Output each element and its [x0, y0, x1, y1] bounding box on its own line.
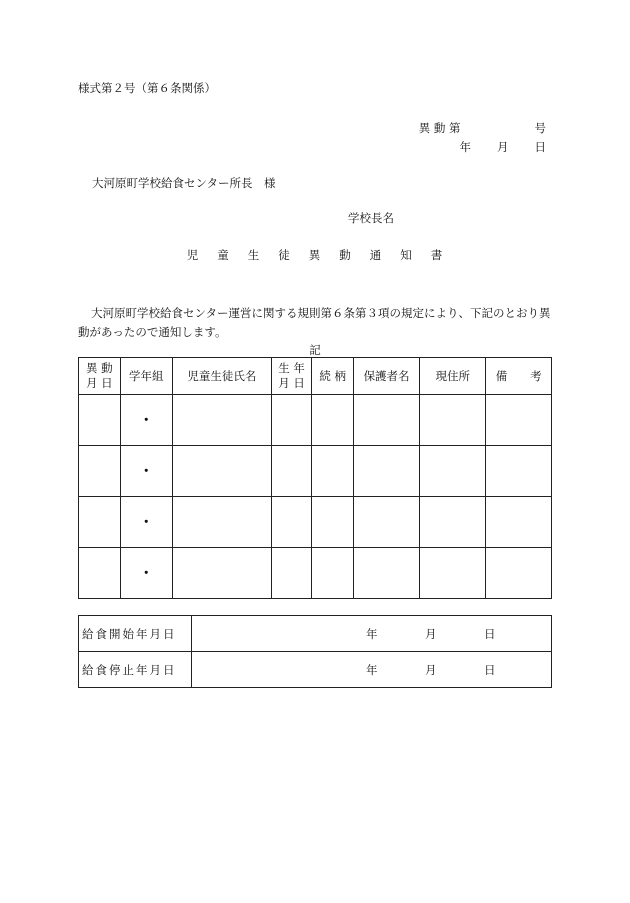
student-name-cell[interactable] [173, 446, 272, 497]
month-label: 月 [425, 627, 437, 641]
header-remarks: 備 考 [486, 358, 552, 395]
meal-stop-date-cell[interactable] [192, 652, 552, 688]
change-date-cell[interactable] [79, 548, 121, 599]
title-char: 動 [339, 248, 352, 262]
day-label: 日 [534, 140, 546, 154]
grade-class-cell[interactable]: ・ [120, 395, 172, 446]
relationship-cell[interactable] [312, 395, 354, 446]
header-address: 現住所 [420, 358, 486, 395]
header-grade-class: 学年組 [120, 358, 172, 395]
header-guardian-name: 保護者名 [353, 358, 419, 395]
table-row [79, 548, 552, 599]
header-relationship: 続 柄 [312, 358, 354, 395]
birth-date-cell[interactable] [271, 548, 312, 599]
title-char: 児 [186, 248, 200, 262]
month-label: 月 [497, 140, 509, 154]
day-label: 日 [484, 663, 496, 677]
address-cell[interactable] [420, 548, 486, 599]
date-line [460, 139, 547, 155]
remarks-cell[interactable] [486, 548, 552, 599]
grade-class-cell[interactable]: ・ [120, 446, 172, 497]
table-row [79, 446, 552, 497]
header-birth-date: 生 年 月 日 [271, 358, 312, 395]
year-label: 年 [366, 627, 378, 641]
guardian-name-cell[interactable] [353, 395, 419, 446]
title-char: 通 [369, 248, 383, 262]
body-text: 大河原町学校給食センター運営に関する規則第６条第３項の規定により、下記のとおり異動があったので通知します。 [78, 306, 551, 339]
guardian-name-cell[interactable] [353, 446, 419, 497]
relationship-cell[interactable] [312, 497, 354, 548]
title-char: 書 [430, 248, 444, 262]
day-label: 日 [484, 627, 496, 641]
relationship-cell[interactable] [312, 446, 354, 497]
student-name-cell[interactable] [173, 497, 272, 548]
address-cell[interactable] [420, 497, 486, 548]
change-date-cell[interactable] [79, 395, 121, 446]
year-label: 年 [459, 140, 471, 154]
ki-label: 記 [309, 343, 321, 357]
notice-table [78, 357, 552, 599]
meal-stop-label: 給食停止年月日 [79, 652, 192, 688]
meal-start-label: 給食開始年月日 [79, 616, 192, 652]
header-change-date: 異 動 月 日 [79, 358, 121, 395]
title-char: 徒 [278, 248, 291, 262]
title-char: 異 [308, 248, 322, 262]
remarks-cell[interactable] [486, 497, 552, 548]
title-char: 知 [400, 248, 413, 262]
change-date-cell[interactable] [79, 446, 121, 497]
grade-class-cell[interactable]: ・ [120, 548, 172, 599]
table-row [79, 497, 552, 548]
form-number: 様式第２号（第６条関係） [78, 81, 216, 95]
guardian-name-cell[interactable] [353, 548, 419, 599]
month-label: 月 [425, 663, 437, 677]
address-cell[interactable] [420, 395, 486, 446]
remarks-cell[interactable] [486, 395, 552, 446]
title-char: 生 [247, 248, 261, 262]
change-number-line [419, 120, 546, 136]
document-title [0, 247, 630, 263]
birth-date-cell[interactable] [271, 395, 312, 446]
change-number-label: 異 動 第 [418, 121, 461, 135]
grade-class-cell[interactable]: ・ [120, 497, 172, 548]
change-date-cell[interactable] [79, 497, 121, 548]
number-suffix: 号 [534, 121, 546, 135]
meal-date-table [78, 615, 552, 688]
header-row [79, 358, 552, 395]
guardian-name-cell[interactable] [353, 497, 419, 548]
birth-date-cell[interactable] [271, 446, 312, 497]
meal-start-date-cell[interactable] [192, 616, 552, 652]
year-label: 年 [366, 663, 378, 677]
birth-date-cell[interactable] [271, 497, 312, 548]
header-student-name: 児童生徒氏名 [173, 358, 272, 395]
student-name-cell[interactable] [173, 395, 272, 446]
addressee: 大河原町学校給食センター所長 様 [92, 176, 276, 190]
address-cell[interactable] [420, 446, 486, 497]
table-row [79, 395, 552, 446]
school-head-label: 学校長名 [348, 211, 394, 225]
meal-stop-row [79, 652, 552, 688]
relationship-cell[interactable] [312, 548, 354, 599]
remarks-cell[interactable] [486, 446, 552, 497]
meal-start-row [79, 616, 552, 652]
student-name-cell[interactable] [173, 548, 272, 599]
title-char: 童 [217, 248, 230, 262]
